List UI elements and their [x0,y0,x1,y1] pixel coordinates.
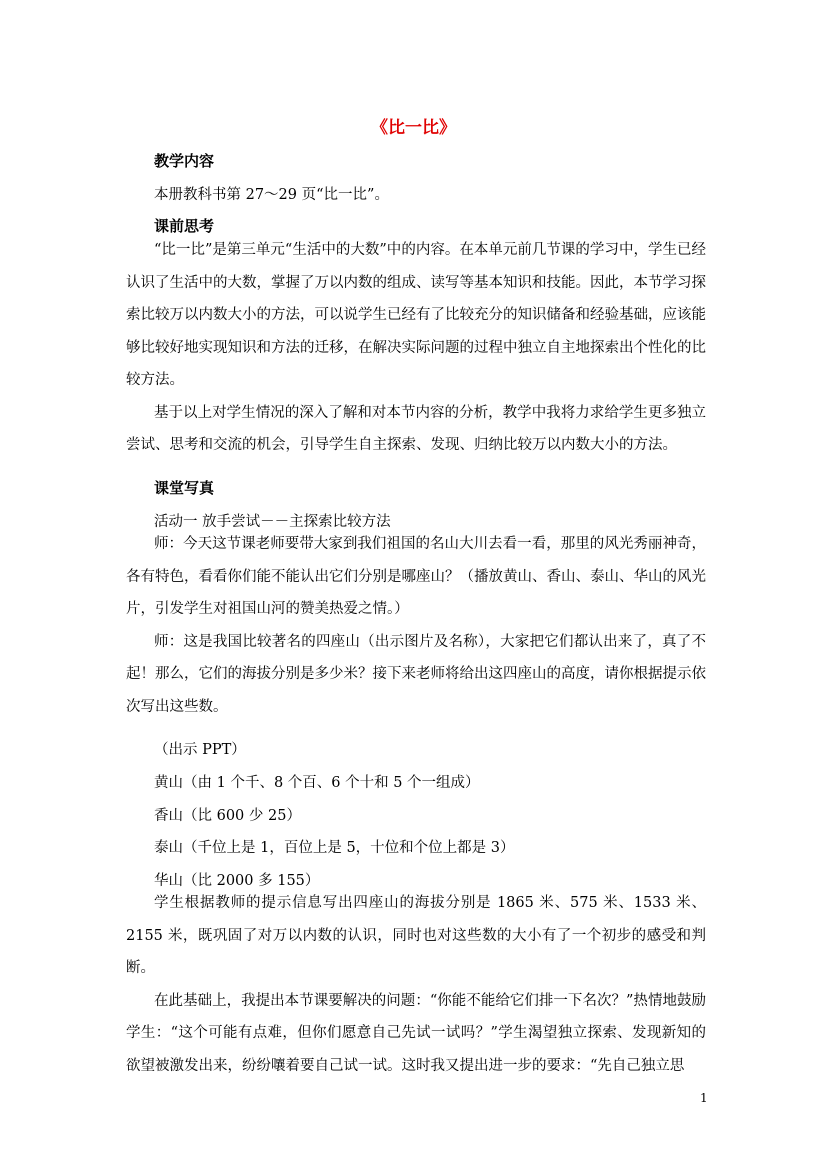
paragraph: 基于以上对学生情况的深入了解和对本节内容的分析，教学中我将力求给学生更多独立尝试、思考和交流的机会，引导学生自主探索、发现、归纳比较万以内数大小的方法。 [126,404,706,453]
paragraph: 在此基础上，我提出本节课要解决的问题：“你能不能给它们排一下名次？”热情地鼓励学生：“这个可能有点难，但你们愿意自己先试一试吗？”学生渴望独立探索、发现新知的欲望被激发出来，纷纷嚷着要自己试一试。这时我又提出进一步的要求：“先自己独立思 [126,992,706,1074]
heading-teaching-content: 教学内容 [154,152,215,170]
page-number: 1 [700,1091,708,1105]
paragraph: “比一比”是第三单元“生活中的大数”中的内容。在本单元前几节课的学习中，学生已经认识了生活中的大数，掌握了万以内数的组成、读写等基本知识和技能。因此，本节学习探索比较万以内数大小的方法，可以说学生已经有了比较充分的知识储备和经验基础，应该能够比较好地实现知识和方法的迁移，在解决实际问题的过程中独立自主地探索出个性化的比较方法。 [126,242,706,388]
mountain-item: 黄山（由 1 个千、8 个百、6 个十和 5 个一组成） [154,775,480,791]
paragraph: 师：这是我国比较著名的四座山（出示图片及名称），大家把它们都认出来了，真了不起！那么，它们的海拔分别是多少米？接下来老师将给出这四座山的高度，请你根据提示依次写出这些数。 [126,633,706,715]
classroom-body-2 [126,887,706,1082]
heading-pre-class-thinking: 课前思考 [154,217,215,235]
mountain-item: 华山（比 2000 多 155） [154,873,320,889]
ppt-note: （出示 PPT） [154,742,246,758]
document-title: 《比一比》 [371,118,456,138]
pre-class-thinking-body [126,234,706,462]
mountain-item: 香山（比 600 少 25） [154,808,301,824]
activity-title: 活动一 放手尝试－－主探索比较方法 [154,514,391,530]
heading-classroom-record: 课堂写真 [154,479,215,497]
paragraph: 学生根据教师的提示信息写出四座山的海拔分别是 1865 米、575 米、1533 米、2155 米，既巩固了对万以内数的认识，同时也对这些数的大小有了一个初步的感受和判断。 [126,895,706,976]
paragraph: 师：今天这节课老师要带大家到我们祖国的名山大川去看一看，那里的风光秀丽神奇，各有特色，看看你们能不能认出它们分别是哪座山？（播放黄山、香山、泰山、华山的风光片，引发学生对祖国山河的赞美热爱之情。） [126,536,706,617]
teaching-content-text: 本册教科书第 27～29 页“比一比”。 [154,187,389,203]
classroom-body-1 [126,528,706,723]
mountain-item: 泰山（千位上是 1，百位上是 5，十位和个位上都是 3） [154,840,515,856]
